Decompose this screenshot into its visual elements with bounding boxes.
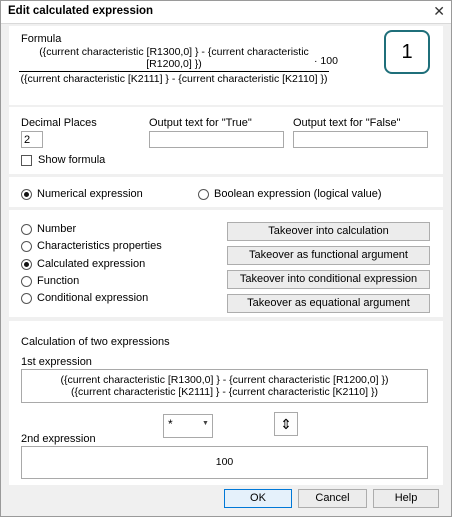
settings-panel xyxy=(9,107,443,174)
help-button[interactable]: Help xyxy=(373,489,439,508)
swap-icon[interactable]: ⇕ xyxy=(274,412,298,436)
characteristics-properties-label: Characteristics properties xyxy=(37,240,162,252)
first-expression-line1: ({current characteristic [R1300,0] } - {current characteristic [R1200,0] }) xyxy=(60,374,389,386)
numerical-expression-radio[interactable] xyxy=(21,189,32,200)
step-badge: 1 xyxy=(384,30,430,74)
conditional-expression-radio[interactable] xyxy=(21,293,32,304)
numerical-expression-label: Numerical expression xyxy=(37,188,143,200)
number-label: Number xyxy=(37,223,77,235)
false-output-input[interactable] xyxy=(293,131,428,148)
decimal-places-label: Decimal Places xyxy=(21,117,97,129)
show-formula-checkbox[interactable] xyxy=(21,155,32,166)
formula-numerator: ({current characteristic [R1300,0] } - {current characteristic [R1200,0] }) xyxy=(19,46,329,72)
expression-type-panel xyxy=(9,177,443,207)
calculated-expression-label: Calculated expression xyxy=(37,258,146,270)
boolean-expression-label: Boolean expression (logical value) xyxy=(214,188,382,200)
first-expression-label: 1st expression xyxy=(21,356,92,368)
false-output-label: Output text for "False" xyxy=(293,117,401,129)
first-expression-line2: ({current characteristic [K2111] } - {current characteristic [K2110] }) xyxy=(71,386,378,398)
ok-button[interactable]: OK xyxy=(224,489,292,508)
formula-fraction xyxy=(19,46,329,85)
calculation-panel xyxy=(9,321,443,485)
calculated-expression-radio[interactable] xyxy=(21,259,32,270)
operator-value: * xyxy=(168,417,173,431)
number-radio[interactable] xyxy=(21,224,32,235)
conditional-expression-label: Conditional expression xyxy=(37,292,149,304)
function-label: Function xyxy=(37,275,80,287)
formula-multiplier: · 100 xyxy=(314,55,338,67)
close-icon[interactable]: ✕ xyxy=(433,3,445,19)
boolean-expression-radio[interactable] xyxy=(198,189,209,200)
formula-label: Formula xyxy=(21,33,62,45)
takeover-functional-argument-button[interactable]: Takeover as functional argument xyxy=(227,246,430,265)
second-expression-label: 2nd expression xyxy=(21,433,96,445)
true-output-input[interactable] xyxy=(149,131,284,148)
operator-select[interactable] xyxy=(163,414,213,438)
chevron-down-icon: ▼ xyxy=(202,420,209,427)
first-expression-box[interactable] xyxy=(21,369,428,403)
element-type-panel xyxy=(9,210,443,317)
title-bar xyxy=(1,1,451,24)
dialog-title: Edit calculated expression xyxy=(8,5,154,17)
function-radio[interactable] xyxy=(21,276,32,287)
takeover-conditional-expression-button[interactable]: Takeover into conditional expression xyxy=(227,270,430,289)
second-expression-box[interactable]: 100 xyxy=(21,446,428,479)
cancel-button[interactable]: Cancel xyxy=(298,489,367,508)
takeover-equational-argument-button[interactable]: Takeover as equational argument xyxy=(227,294,430,313)
formula-denominator: ({current characteristic [K2111] } - {current characteristic [K2110] }) xyxy=(20,73,328,85)
formula-panel xyxy=(9,26,443,105)
show-formula-label: Show formula xyxy=(38,154,106,166)
calculation-title: Calculation of two expressions xyxy=(21,336,170,348)
decimal-places-input[interactable] xyxy=(21,131,43,148)
characteristics-properties-radio[interactable] xyxy=(21,241,32,252)
true-output-label: Output text for "True" xyxy=(149,117,252,129)
takeover-calculation-button[interactable]: Takeover into calculation xyxy=(227,222,430,241)
